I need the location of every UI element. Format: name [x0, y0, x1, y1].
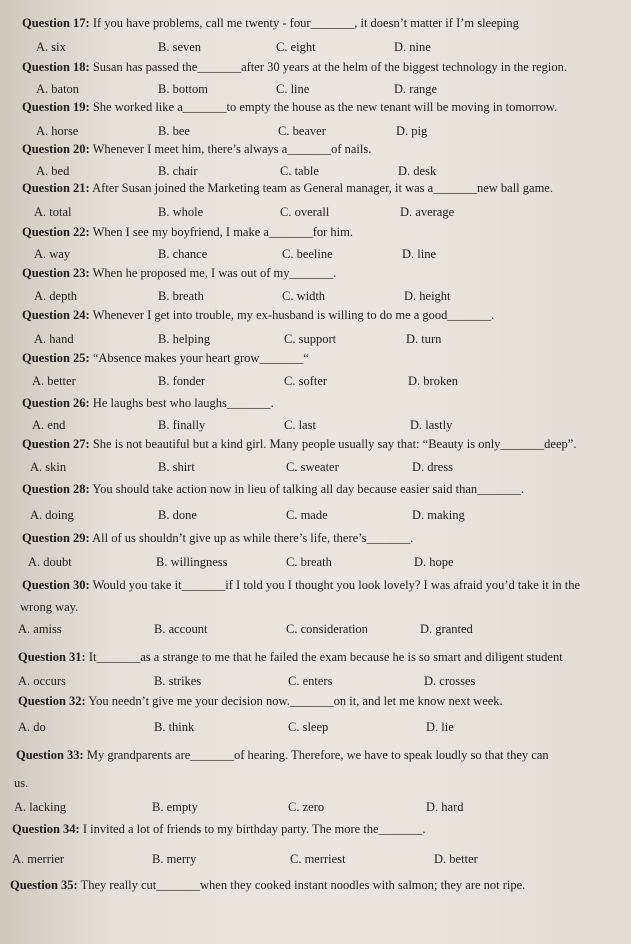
option-a: A. six	[36, 40, 66, 54]
option-c: C. eight	[276, 40, 316, 54]
option-a: A. doing	[30, 508, 74, 522]
options-25	[22, 374, 631, 390]
option-a: A. skin	[30, 460, 67, 474]
option-b: B. think	[154, 720, 195, 734]
question-number: Question 22:	[22, 225, 90, 239]
options-23	[22, 289, 631, 305]
question-number: Question 17:	[22, 16, 90, 30]
options-31	[18, 674, 631, 690]
question-30-continued: wrong way.	[20, 600, 79, 614]
question-number: Question 32:	[18, 694, 86, 708]
option-d: D. hope	[414, 555, 454, 569]
options-34	[12, 852, 631, 868]
option-c: C. width	[282, 289, 326, 303]
option-c: C. last	[284, 418, 316, 432]
option-d: D. hard	[426, 800, 464, 814]
question-number: Question 33:	[16, 748, 84, 762]
options-30	[18, 622, 631, 638]
options-21	[22, 205, 631, 221]
question-29	[22, 531, 631, 546]
option-d: D. turn	[406, 332, 442, 346]
question-28	[22, 482, 631, 497]
question-18	[22, 60, 631, 75]
options-26	[22, 418, 631, 434]
question-26	[22, 396, 631, 411]
options-17	[22, 40, 631, 56]
option-a: A. depth	[34, 289, 78, 303]
question-31	[18, 650, 631, 665]
option-d: D. lastly	[410, 418, 453, 432]
option-a: A. hand	[34, 332, 74, 346]
option-a: A. horse	[36, 124, 79, 138]
question-text: Whenever I meet him, there’s always a_______of nails.	[92, 142, 372, 156]
option-a: A. end	[32, 418, 66, 432]
question-21	[22, 181, 631, 196]
question-19	[22, 100, 631, 115]
question-number: Question 27:	[22, 437, 90, 451]
option-a: A. doubt	[28, 555, 72, 569]
question-17	[22, 16, 631, 31]
option-d: D. lie	[426, 720, 454, 734]
option-c: C. consideration	[286, 622, 368, 636]
question-text: It_______as a strange to me that he failed the exam because he is so smart and diligent student	[88, 650, 563, 664]
option-d: D. line	[402, 247, 437, 261]
option-d: D. making	[412, 508, 465, 522]
question-30	[22, 578, 631, 593]
option-b: B. breath	[158, 289, 204, 303]
option-c: C. zero	[288, 800, 325, 814]
option-d: D. range	[394, 82, 438, 96]
question-text: When he proposed me, I was out of my_______.	[92, 266, 337, 280]
option-c: C. merriest	[290, 852, 346, 866]
option-a: A. merrier	[12, 852, 65, 866]
option-d: D. crosses	[424, 674, 476, 688]
question-number: Question 34:	[12, 822, 80, 836]
question-number: Question 18:	[22, 60, 90, 74]
option-d: D. height	[404, 289, 451, 303]
option-a: A. bed	[36, 164, 70, 178]
question-text: Whenever I get into trouble, my ex-husband is willing to do me a good_______.	[92, 308, 495, 322]
question-text: I invited a lot of friends to my birthday party. The more the_______.	[82, 822, 426, 836]
option-b: B. seven	[158, 40, 202, 54]
option-d: D. pig	[396, 124, 428, 138]
options-28	[22, 508, 631, 524]
question-number: Question 30:	[22, 578, 90, 592]
option-a: A. lacking	[14, 800, 67, 814]
question-number: Question 29:	[22, 531, 90, 545]
option-b: B. chair	[158, 164, 198, 178]
option-c: C. support	[284, 332, 337, 346]
option-b: B. willingness	[156, 555, 228, 569]
option-a: A. baton	[36, 82, 80, 96]
option-b: B. done	[158, 508, 197, 522]
option-c: C. enters	[288, 674, 333, 688]
option-b: B. shirt	[158, 460, 195, 474]
options-27	[22, 460, 631, 476]
options-19	[22, 124, 631, 140]
option-c: C. made	[286, 508, 328, 522]
question-number: Question 19:	[22, 100, 90, 114]
option-a: A. amiss	[18, 622, 62, 636]
question-text: He laughs best who laughs_______.	[92, 396, 274, 410]
option-d: D. granted	[420, 622, 473, 636]
options-22	[22, 247, 631, 263]
question-25	[22, 351, 631, 366]
option-c: C. breath	[286, 555, 332, 569]
question-35	[10, 878, 631, 893]
option-c: C. sweater	[286, 460, 339, 474]
question-text: All of us shouldn’t give up as while there’s life, there’s_______.	[92, 531, 414, 545]
option-a: A. better	[32, 374, 76, 388]
question-27	[22, 437, 631, 452]
option-d: D. desk	[398, 164, 437, 178]
question-number: Question 31:	[18, 650, 86, 664]
question-34	[12, 822, 631, 837]
question-33	[16, 748, 631, 763]
question-text: She worked like a_______to empty the house as the new tenant will be moving in tomorrow.	[92, 100, 558, 114]
option-c: C. line	[276, 82, 310, 96]
question-22	[22, 225, 631, 240]
question-text: They really cut_______when they cooked instant noodles with salmon; they are not ripe.	[80, 878, 526, 892]
question-text: When I see my boyfriend, I make a_______for him.	[92, 225, 353, 239]
option-d: D. nine	[394, 40, 431, 54]
option-b: B. account	[154, 622, 208, 636]
question-20	[22, 142, 631, 157]
option-c: C. overall	[280, 205, 330, 219]
option-b: B. helping	[158, 332, 211, 346]
question-32	[18, 694, 631, 709]
question-text: “Absence makes your heart grow_______“	[92, 351, 309, 365]
question-number: Question 20:	[22, 142, 90, 156]
option-b: B. strikes	[154, 674, 202, 688]
options-29	[22, 555, 631, 571]
question-24	[22, 308, 631, 323]
question-number: Question 23:	[22, 266, 90, 280]
question-text: Susan has passed the_______after 30 years at the helm of the biggest technology in the region.	[92, 60, 568, 74]
question-text: My grandparents are_______of hearing. Therefore, we have to speak loudly so that they can	[86, 748, 549, 762]
question-number: Question 26:	[22, 396, 90, 410]
question-number: Question 28:	[22, 482, 90, 496]
option-c: C. beaver	[278, 124, 326, 138]
question-text: After Susan joined the Marketing team as General manager, it was a_______new ball game.	[92, 181, 553, 195]
question-number: Question 35:	[10, 878, 78, 892]
option-b: B. bottom	[158, 82, 209, 96]
option-d: D. broken	[408, 374, 458, 388]
question-23	[22, 266, 631, 281]
option-c: C. softer	[284, 374, 328, 388]
question-text: You should take action now in lieu of talking all day because easier said than_______.	[92, 482, 525, 496]
option-d: D. average	[400, 205, 455, 219]
options-20	[22, 164, 631, 180]
option-c: C. table	[280, 164, 319, 178]
question-number: Question 24:	[22, 308, 90, 322]
question-text: You needn’t give me your decision now._______on it, and let me know next week.	[88, 694, 503, 708]
option-b: B. chance	[158, 247, 208, 261]
option-c: C. sleep	[288, 720, 329, 734]
options-32	[18, 720, 631, 736]
option-b: B. bee	[158, 124, 190, 138]
question-33-continued: us.	[14, 776, 29, 790]
option-b: B. finally	[158, 418, 206, 432]
option-b: B. merry	[152, 852, 197, 866]
question-number: Question 25:	[22, 351, 90, 365]
options-18	[22, 82, 631, 98]
options-33	[14, 800, 631, 816]
option-a: A. do	[18, 720, 46, 734]
option-c: C. beeline	[282, 247, 333, 261]
option-a: A. total	[34, 205, 72, 219]
option-a: A. occurs	[18, 674, 66, 688]
options-24	[22, 332, 631, 348]
option-b: B. empty	[152, 800, 198, 814]
question-number: Question 21:	[22, 181, 90, 195]
question-text: Would you take it_______if I told you I thought you look lovely? I was afraid you’d take it in the	[92, 578, 581, 592]
option-d: D. better	[434, 852, 478, 866]
option-d: D. dress	[412, 460, 453, 474]
option-a: A. way	[34, 247, 71, 261]
question-text: If you have problems, call me twenty - four_______, it doesn’t matter if I’m sleeping	[92, 16, 519, 30]
question-text: She is not beautiful but a kind girl. Many people usually say that: “Beauty is only_______deep”.	[92, 437, 577, 451]
option-b: B. fonder	[158, 374, 206, 388]
option-b: B. whole	[158, 205, 204, 219]
